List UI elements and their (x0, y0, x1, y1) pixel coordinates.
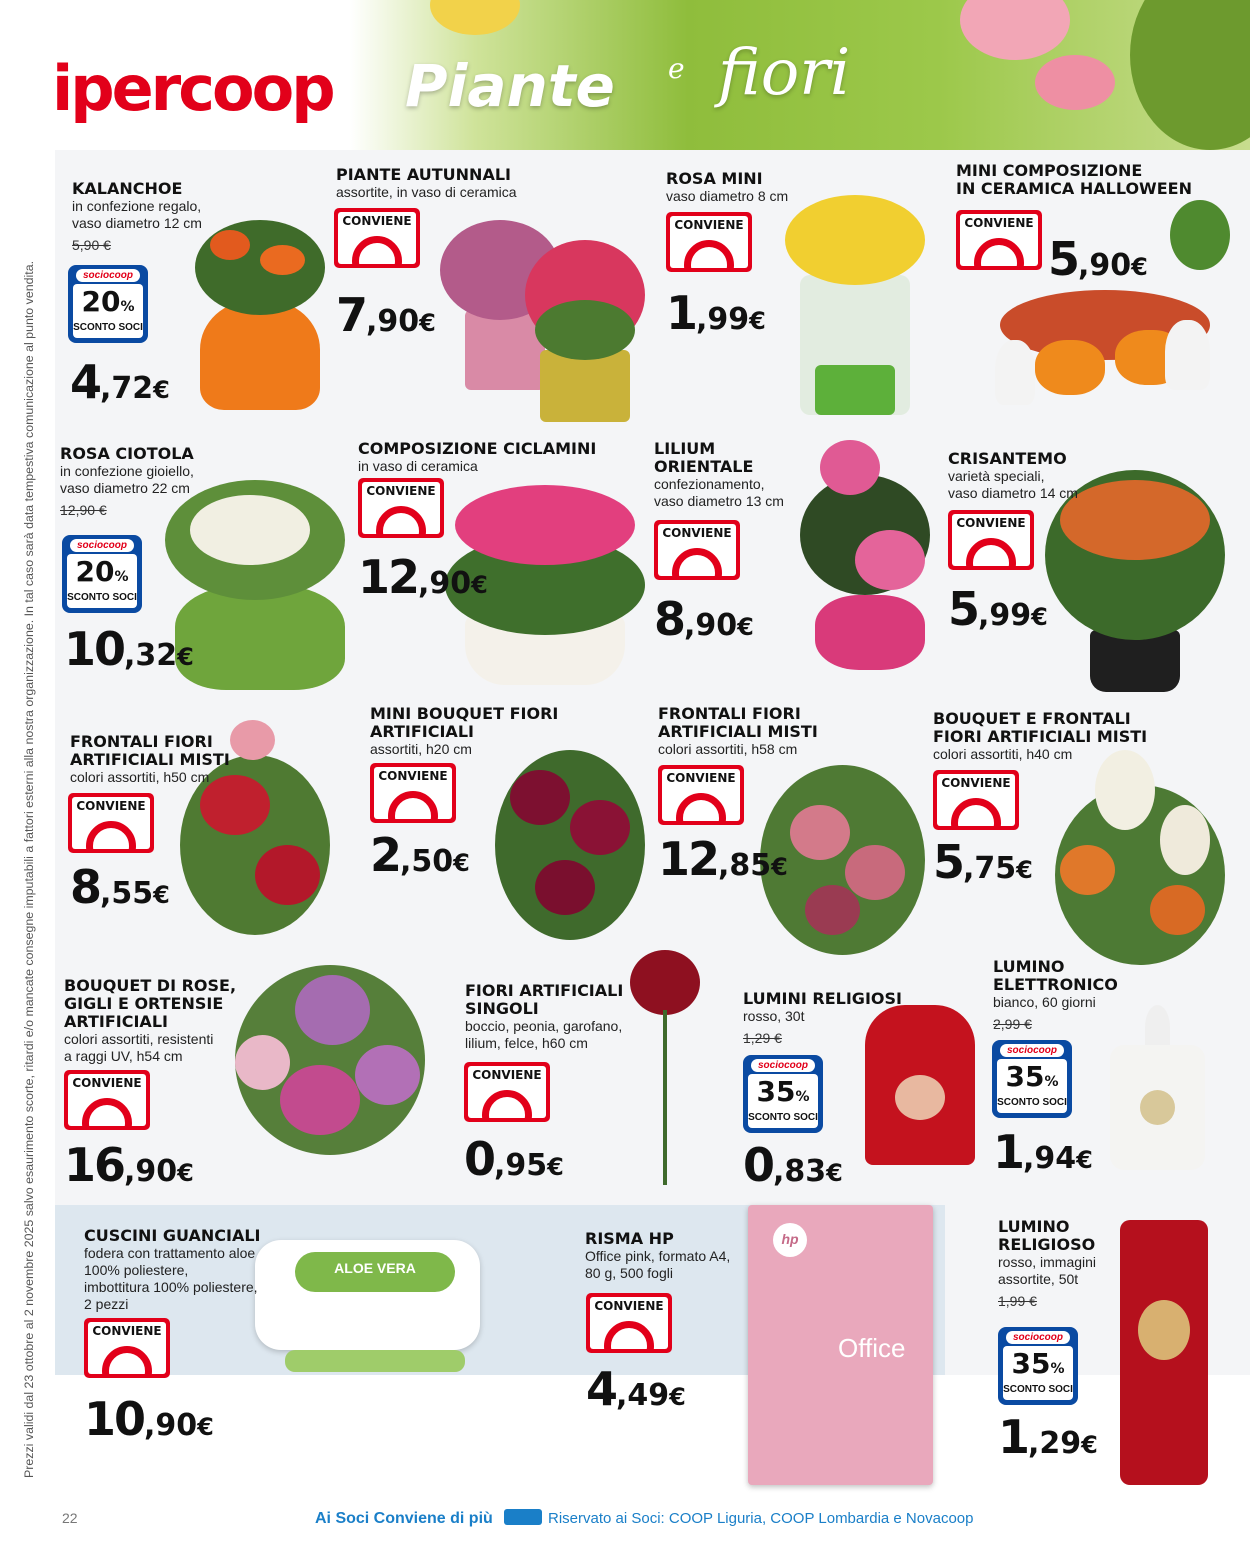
product-name: BOUQUET DI ROSE, (64, 976, 237, 995)
product-desc: vaso diametro 13 cm (654, 493, 784, 509)
lumino-religioso-image (1120, 1220, 1208, 1485)
product-name: LUMINO (993, 957, 1065, 976)
price: 10,32€ (64, 622, 194, 676)
conviene-badge: CONVIENE (658, 765, 744, 825)
product-lumino-elettronico (993, 958, 1118, 1032)
product-desc: rosso, immagini (998, 1254, 1097, 1270)
section-title: Piante (405, 52, 615, 120)
product-kalanchoe (72, 180, 202, 253)
product-name: MINI BOUQUET FIORI (370, 704, 559, 723)
price: 8,55€ (70, 860, 170, 914)
product-desc: boccio, peonia, garofano, (465, 1018, 623, 1034)
product-desc: in vaso di ceramica (358, 458, 478, 474)
conviene-badge: CONVIENE (370, 763, 456, 823)
sconto-soci-label: SCONTO SOCI (73, 322, 143, 333)
product-name: ARTIFICIALI (370, 722, 474, 741)
product-cuscini-guanciali (84, 1227, 261, 1313)
soci-discount-badge: sociocoop 20% SCONTO SOCI (62, 535, 142, 613)
fiori-singoli-image (620, 950, 710, 1190)
product-bouquet-rose-gigli-ortensie (64, 977, 236, 1065)
old-price: 5,90 € (72, 237, 111, 253)
product-mini-bouquet (370, 705, 558, 758)
product-desc: vaso diametro 22 cm (60, 480, 190, 496)
product-desc: vaso diametro 8 cm (666, 188, 789, 204)
cuscini-guanciali-image (255, 1230, 485, 1390)
discount-percent: 35 (1005, 1060, 1045, 1093)
product-bouquet-frontali-h40 (933, 710, 1147, 763)
product-name: CUSCINI GUANCIALI (84, 1226, 261, 1245)
flower-decoration (430, 0, 520, 35)
product-name: LILIUM (654, 439, 716, 458)
product-desc: in confezione gioiello, (60, 463, 194, 479)
piante-autunnali-image (430, 200, 655, 425)
conviene-badge: CONVIENE (933, 770, 1019, 830)
product-name: ELETTRONICO (993, 975, 1118, 994)
product-name: FRONTALI FIORI (658, 704, 801, 723)
product-lumino-religioso (998, 1218, 1096, 1309)
old-price: 1,29 € (743, 1030, 782, 1046)
price: 4,49€ (586, 1362, 686, 1416)
product-risma-hp (585, 1230, 730, 1282)
footer-slogan: Ai Soci Conviene di più (315, 1510, 493, 1527)
price: 2,50€ (370, 828, 470, 882)
pillow-label: ALOE VERA (334, 1260, 416, 1276)
product-piante-autunnali (336, 166, 517, 201)
product-desc: assortite, in vaso di ceramica (336, 184, 517, 200)
footer-reserved: Riservato ai Soci: COOP Liguria, COOP Lombardia e Novacoop (548, 1510, 974, 1527)
lumino-elettronico-image (1110, 1005, 1205, 1170)
product-desc: 100% poliestere, (84, 1262, 189, 1278)
product-name: RELIGIOSO (998, 1235, 1096, 1254)
product-desc: in confezione regalo, (72, 198, 202, 214)
price: 10,90€ (84, 1392, 214, 1446)
product-desc: colori assortiti, h50 cm (70, 769, 210, 785)
product-rosa-mini (666, 170, 788, 205)
product-frontali-fiori-h58 (658, 705, 818, 758)
product-name: ROSA CIOTOLA (60, 444, 194, 463)
product-name: KALANCHOE (72, 179, 183, 198)
discount-percent: 20 (75, 555, 115, 588)
product-name: GIGLI E ORTENSIE (64, 994, 224, 1013)
product-name: LUMINI RELIGIOSI (743, 989, 902, 1008)
product-lilium-orientale (654, 440, 784, 510)
ipercoop-logo: ipercoop (52, 52, 333, 125)
product-name: BOUQUET E FRONTALI (933, 709, 1131, 728)
old-price: 1,99 € (998, 1293, 1037, 1309)
kalanchoe-image (180, 215, 340, 410)
product-desc: varietà speciali, (948, 468, 1045, 484)
product-desc: imbottitura 100% poliestere, (84, 1279, 258, 1295)
product-desc: vaso diametro 12 cm (72, 215, 202, 231)
product-name: COMPOSIZIONE CICLAMINI (358, 439, 597, 458)
product-desc: assortiti, h20 cm (370, 741, 472, 757)
conviene-badge: CONVIENE (956, 210, 1042, 270)
flower-decoration (960, 0, 1070, 60)
price: 4,72€ (70, 355, 170, 409)
old-price: 12,90 € (60, 502, 107, 518)
product-mini-composizione-halloween (956, 162, 1192, 198)
product-name: MINI COMPOSIZIONE (956, 161, 1143, 180)
conviene-badge: CONVIENE (586, 1293, 672, 1353)
moss-decoration (1130, 0, 1250, 150)
price: 7,90€ (336, 288, 436, 342)
product-desc: lilium, felce, h60 cm (465, 1035, 588, 1051)
price: 5,99€ (948, 582, 1048, 636)
conviene-badge: CONVIENE (334, 208, 420, 268)
page-footer (0, 1500, 1250, 1549)
product-name: FIORI ARTIFICIALI (465, 981, 624, 1000)
product-rosa-ciotola (60, 445, 194, 518)
old-price: 2,99 € (993, 1016, 1032, 1032)
discount-percent: 20 (81, 285, 121, 318)
discount-percent: 35 (756, 1075, 796, 1108)
product-desc: Office pink, formato A4, (585, 1248, 731, 1264)
conviene-badge: CONVIENE (464, 1062, 550, 1122)
conviene-badge: CONVIENE (358, 478, 444, 538)
product-fiori-artificiali-singoli (465, 982, 623, 1052)
soci-discount-badge: sociocoop 35% SCONTO SOCI (992, 1040, 1072, 1118)
product-name: FIORI ARTIFICIALI MISTI (933, 727, 1148, 746)
product-name: ROSA MINI (666, 169, 763, 188)
conviene-badge: CONVIENE (666, 212, 752, 272)
page-number: 22 (62, 1510, 78, 1526)
lilium-image (780, 435, 945, 675)
product-name: SINGOLI (465, 999, 539, 1018)
price: 16,90€ (64, 1138, 194, 1192)
product-desc: colori assortiti, resistenti (64, 1031, 214, 1047)
price: 12,90€ (358, 550, 488, 604)
price: 1,29€ (998, 1410, 1098, 1464)
product-desc: colori assortiti, h40 cm (933, 746, 1073, 762)
price: 5,90€ (1048, 232, 1148, 286)
product-name: ARTIFICIALI MISTI (658, 722, 818, 741)
price: 0,95€ (464, 1132, 564, 1186)
price: 12,85€ (658, 832, 788, 886)
product-desc: bianco, 60 giorni (993, 994, 1096, 1010)
product-lumini-religiosi (743, 990, 902, 1046)
flower-decoration (1035, 55, 1115, 110)
price: 1,99€ (666, 286, 766, 340)
rosa-mini-image (775, 185, 930, 420)
conviene-badge: CONVIENE (948, 510, 1034, 570)
price: 0,83€ (743, 1138, 843, 1192)
product-desc: colori assortiti, h58 cm (658, 741, 798, 757)
product-crisantemo (948, 450, 1078, 502)
product-name: FRONTALI FIORI (70, 732, 213, 751)
product-desc: fodera con trattamento aloe (84, 1245, 256, 1261)
section-title-e: e (668, 52, 685, 85)
product-name: CRISANTEMO (948, 449, 1067, 468)
product-desc: assortite, 50t (998, 1271, 1079, 1287)
product-desc: 80 g, 500 fogli (585, 1265, 673, 1281)
product-frontali-fiori-h50 (70, 733, 230, 786)
conviene-badge: CONVIENE (64, 1070, 150, 1130)
product-desc: a raggi UV, h54 cm (64, 1048, 183, 1064)
product-name: RISMA HP (585, 1229, 674, 1248)
soci-discount-badge: sociocoop 35% SCONTO SOCI (743, 1055, 823, 1133)
product-desc: rosso, 30t (743, 1008, 805, 1024)
product-name: ARTIFICIALI (64, 1012, 168, 1031)
sociocoop-logo: sociocoop (76, 269, 140, 282)
conviene-badge: CONVIENE (84, 1318, 170, 1378)
product-desc: 2 pezzi (84, 1296, 129, 1312)
risma-hp-image (748, 1205, 933, 1485)
product-name: IN CERAMICA HALLOWEEN (956, 179, 1192, 198)
soci-card-icon (504, 1509, 542, 1525)
conviene-badge: CONVIENE (654, 520, 740, 580)
validity-note: Prezzi validi dal 23 ottobre al 2 novembre 2025 salvo esaurimento scorte, ritardi e/o mancate consegne imputabili a fattori esterni alla nostra organizzazione. In tal caso sarà data tempestiva comunicazione al punto vendita. (22, 260, 36, 1478)
page-header (0, 0, 1250, 150)
product-name: LUMINO (998, 1217, 1070, 1236)
hp-logo: hp (781, 1231, 799, 1247)
product-desc: vaso diametro 14 cm (948, 485, 1078, 501)
product-name: ARTIFICIALI MISTI (70, 750, 230, 769)
conviene-badge: CONVIENE (68, 793, 154, 853)
price: 5,75€ (933, 835, 1033, 889)
section-title-script: fiori (718, 36, 851, 110)
soci-discount-badge: sociocoop 20% SCONTO SOCI (68, 265, 148, 343)
product-name: PIANTE AUTUNNALI (336, 165, 511, 184)
price: 8,90€ (654, 592, 754, 646)
product-desc: confezionamento, (654, 476, 765, 492)
soci-discount-badge: sociocoop 35% SCONTO SOCI (998, 1327, 1078, 1405)
bouquet-frontali-h40-image (1040, 745, 1240, 980)
discount-percent: 35 (1011, 1347, 1051, 1380)
product-composizione-ciclamini (358, 440, 596, 475)
office-label: Office (838, 1333, 906, 1363)
bouquet-rose-gigli-image (225, 935, 435, 1160)
product-name: ORIENTALE (654, 457, 754, 476)
price: 1,94€ (993, 1125, 1093, 1179)
